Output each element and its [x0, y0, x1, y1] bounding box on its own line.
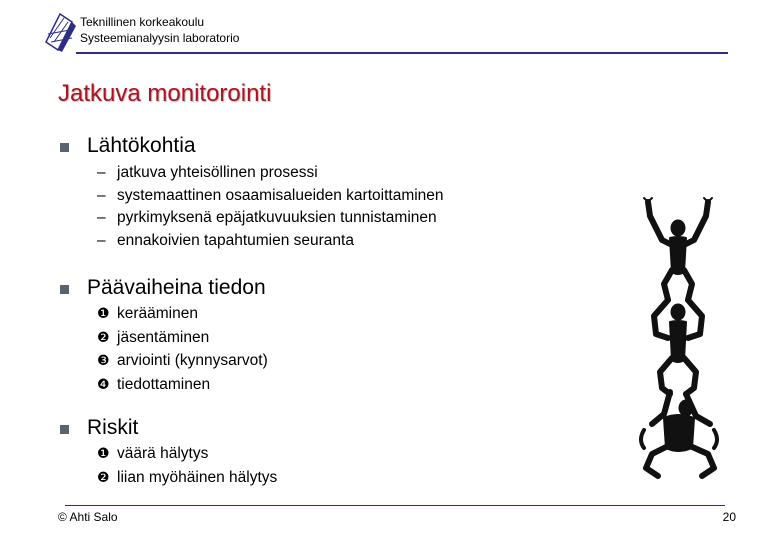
footer-author: © Ahti Salo — [58, 510, 118, 524]
list-item-text: tiedottaminen — [117, 376, 211, 394]
university-logo — [42, 12, 78, 52]
list-item-text: kerääminen — [117, 305, 198, 322]
list-item-text: jäsentäminen — [117, 328, 210, 346]
list-item — [97, 207, 444, 230]
list-item — [97, 230, 444, 253]
bottom-figure — [641, 392, 717, 476]
human-tower-illustration — [624, 192, 732, 482]
sub-list — [97, 162, 444, 253]
list-item-text: arviointi (kynnysarvot) — [117, 352, 268, 370]
list-item-text: väärä hälytys — [117, 445, 209, 462]
number-marker: ❷ — [97, 328, 110, 345]
number-marker: ❸ — [97, 352, 110, 369]
institution-line-1: Teknillinen korkeakoulu — [80, 15, 205, 29]
list-item — [97, 185, 444, 208]
number-marker: ❷ — [97, 468, 110, 485]
number-marker: ❶ — [97, 445, 110, 461]
list-item — [97, 162, 444, 185]
sub-list — [97, 442, 277, 489]
list-item-text: ennakoivien tapahtumien seuranta — [117, 232, 354, 250]
dash-marker: – — [97, 209, 106, 227]
sub-list — [97, 302, 268, 397]
list-item — [97, 326, 268, 350]
dash-marker: – — [97, 164, 106, 181]
dash-marker: – — [97, 232, 106, 250]
section-bullet — [60, 425, 69, 434]
list-item — [97, 349, 268, 373]
institution-line-2: Systeemianalyysin laboratorio — [80, 31, 240, 45]
section-bullet — [60, 285, 69, 294]
header-divider — [76, 52, 728, 54]
top-figure — [644, 198, 712, 300]
middle-figure — [654, 300, 702, 394]
number-marker: ❶ — [97, 305, 110, 321]
section-bullet — [60, 143, 69, 152]
list-item-text: liian myöhäinen hälytys — [117, 468, 278, 486]
page-number: 20 — [722, 510, 736, 524]
section-heading: Riskit — [87, 416, 139, 439]
section-heading: Päävaiheina tiedon — [87, 276, 266, 299]
list-item-text: pyrkimyksenä epäjatkuvuuksien tunnistaminen — [117, 209, 437, 227]
list-item — [97, 466, 277, 490]
institution-name — [80, 14, 239, 46]
slide-title: Jatkuva monitorointi — [58, 80, 272, 107]
dash-marker: – — [97, 186, 106, 204]
list-item — [97, 302, 268, 326]
list-item-text: jatkuva yhteisöllinen prosessi — [117, 164, 318, 181]
section-heading: Lähtökohtia — [87, 134, 196, 157]
footer-divider — [65, 505, 725, 506]
list-item-text: systemaattinen osaamisalueiden kartoittaminen — [117, 186, 444, 204]
number-marker: ❹ — [97, 376, 110, 393]
list-item — [97, 373, 268, 397]
list-item — [97, 442, 277, 466]
